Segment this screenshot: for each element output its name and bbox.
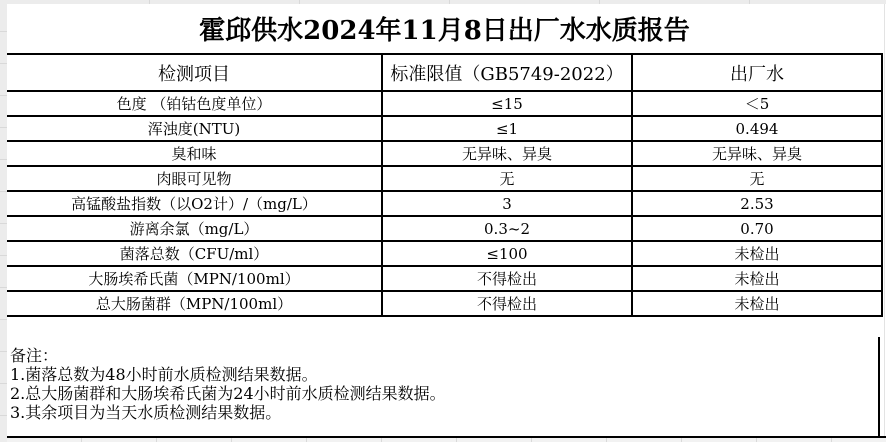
header-item: 检测项目 <box>7 54 382 91</box>
value-cell: 无 <box>632 166 882 191</box>
limit-cell: 无异味、异臭 <box>382 141 632 166</box>
item-cell: 浑浊度(NTU) <box>7 116 382 141</box>
table-row <box>7 166 882 191</box>
item-cell: 大肠埃希氏菌（MPN/100ml） <box>7 266 382 291</box>
table-row <box>7 216 882 241</box>
value-cell: 无异味、异臭 <box>632 141 882 166</box>
limit-cell: ≤15 <box>382 91 632 116</box>
spreadsheet-bottom-margin <box>7 438 886 442</box>
notes-section <box>7 337 880 436</box>
table-row <box>7 266 882 291</box>
item-cell: 高锰酸盐指数（以O2计）/（mg/L） <box>7 191 382 216</box>
value-cell: 2.53 <box>632 191 882 216</box>
table-header-row <box>7 54 882 91</box>
spreadsheet-right-gridline <box>884 4 885 436</box>
limit-cell: ≤100 <box>382 241 632 266</box>
value-cell: 未检出 <box>632 266 882 291</box>
item-cell: 总大肠菌群（MPN/100ml） <box>7 291 382 316</box>
table-row <box>7 91 882 116</box>
value-cell: 未检出 <box>632 241 882 266</box>
value-cell: ＜5 <box>632 91 882 116</box>
water-quality-table <box>7 53 883 317</box>
note-line-3: 3.其余项目为当天水质检测结果数据。 <box>10 403 282 422</box>
table-row <box>7 141 882 166</box>
bottom-border-line <box>7 436 886 438</box>
limit-cell: ≤1 <box>382 116 632 141</box>
item-cell: 色度 （铂钴色度单位） <box>7 91 382 116</box>
table-row <box>7 116 882 141</box>
note-line-2: 2.总大肠菌群和大肠埃希氏菌为24小时前水质检测结果数据。 <box>10 384 446 403</box>
limit-cell: 3 <box>382 191 632 216</box>
header-limit: 标准限值（GB5749-2022） <box>382 54 632 91</box>
limit-cell: 不得检出 <box>382 291 632 316</box>
table-row <box>7 191 882 216</box>
limit-cell: 0.3~2 <box>382 216 632 241</box>
table-row <box>7 291 882 316</box>
limit-cell: 无 <box>382 166 632 191</box>
notes-label: 备注： <box>10 346 59 365</box>
report-title: 霍邱供水2024年11月8日出厂水水质报告 <box>199 16 690 46</box>
item-cell: 肉眼可见物 <box>7 166 382 191</box>
limit-cell: 不得检出 <box>382 266 632 291</box>
note-line-1: 1.菌落总数为48小时前水质检测结果数据。 <box>10 365 318 384</box>
value-cell: 0.494 <box>632 116 882 141</box>
item-cell: 臭和味 <box>7 141 382 166</box>
table-row <box>7 241 882 266</box>
value-cell: 未检出 <box>632 291 882 316</box>
header-outgoing-water: 出厂水 <box>632 54 882 91</box>
spreadsheet-left-margin <box>0 0 7 442</box>
item-cell: 游离余氯（mg/L） <box>7 216 382 241</box>
value-cell: 0.70 <box>632 216 882 241</box>
item-cell: 菌落总数（CFU/ml） <box>7 241 382 266</box>
